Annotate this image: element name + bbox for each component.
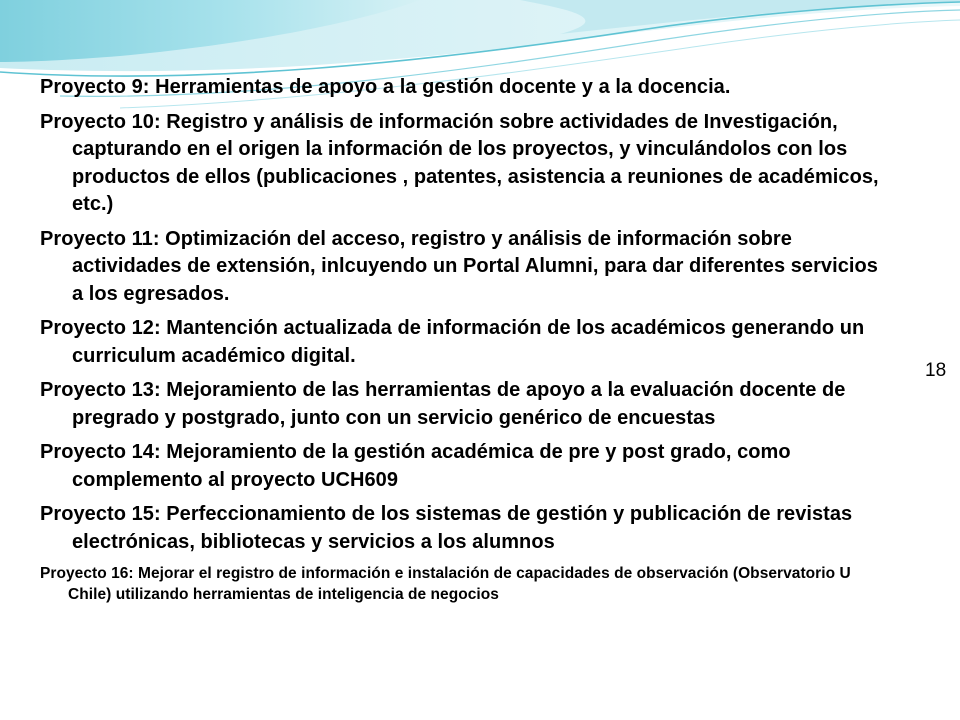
project-item-11: Proyecto 11: Optimización del acceso, registro y análisis de información sobre actividades de extensión, inlcuyendo un Portal Alumni, para dar diferentes servicios a los egresados. — [40, 227, 878, 305]
project-item-13: Proyecto 13: Mejoramiento de las herramientas de apoyo a la evaluación docente de pregrado y postgrado, junto con un servicio genérico de encuestas — [40, 379, 846, 429]
project-item-15: Proyecto 15: Perfeccionamiento de los sistemas de gestión y publicación de revistas electrónicas, bibliotecas y servicios a los alumnos — [40, 503, 853, 553]
page-number: 18 — [925, 360, 947, 381]
project-item-14: Proyecto 14: Mejoramiento de la gestión académica de pre y post grado, como complemento al proyecto UCH609 — [40, 441, 791, 491]
project-item-10: Proyecto 10: Registro y análisis de información sobre actividades de Investigación, capturando en el origen la información de los proyectos, y vinculándolos con los productos de ellos (publicaciones , patentes, asistencia a reuniones de académicos, etc.) — [40, 110, 879, 215]
project-list — [40, 74, 890, 612]
project-item-16: Proyecto 16: Mejorar el registro de información e instalación de capacidades de observación (Observatorio U Chile) utilizando herramientas de inteligencia de negocios — [40, 565, 851, 603]
project-item-9: Proyecto 9: Herramientas de apoyo a la gestión docente y a la docencia. — [40, 76, 731, 98]
project-item-12: Proyecto 12: Mantención actualizada de información de los académicos generando un curriculum académico digital. — [40, 317, 865, 367]
